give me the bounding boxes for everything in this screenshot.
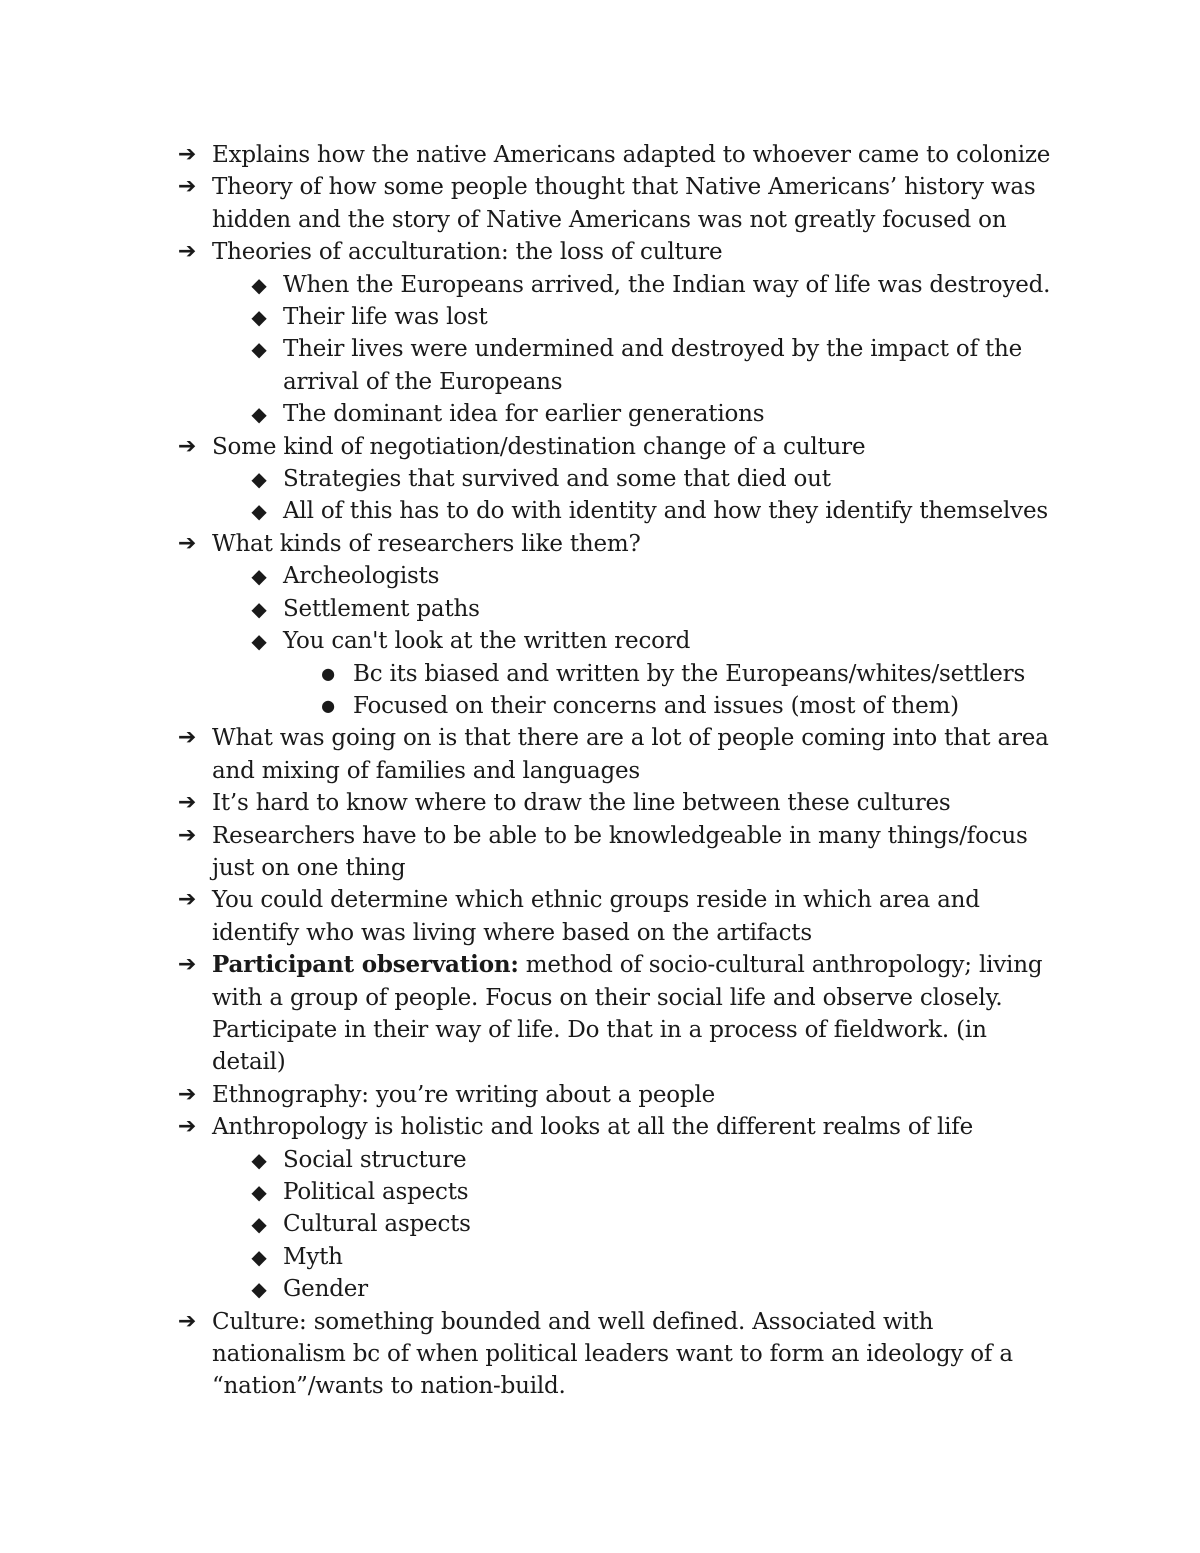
note-text: What was going on is that there are a lot of people coming into that area and mixing of families and languages <box>212 725 1056 784</box>
note-item-level-1 <box>0 820 1052 885</box>
diamond-bullet-icon: ◆ <box>251 337 267 362</box>
note-item-level-3 <box>0 658 1053 690</box>
note-item-level-2 <box>0 398 1053 430</box>
dot-bullet-icon: ● <box>321 663 335 683</box>
note-text: Cultural aspects <box>283 1211 471 1238</box>
arrow-bullet-icon: ➔ <box>177 725 197 751</box>
note-item-level-1 <box>0 722 1056 787</box>
diamond-bullet-icon: ◆ <box>251 1212 267 1237</box>
diamond-bullet-icon: ◆ <box>251 467 267 492</box>
dot-bullet-icon: ● <box>321 695 335 715</box>
diamond-bullet-icon: ◆ <box>251 1244 267 1269</box>
note-text: Researchers have to be able to be knowledgeable in many things/focus just on one thing <box>212 822 1035 881</box>
note-text: Some kind of negotiation/destination change of a culture <box>212 433 866 460</box>
diamond-bullet-icon: ◆ <box>251 564 267 589</box>
note-item-level-2 <box>0 1208 1053 1240</box>
note-text: All of this has to do with identity and how they identify themselves <box>283 498 1048 525</box>
note-text: Social structure <box>283 1146 467 1173</box>
note-text: Their life was lost <box>283 304 488 331</box>
note-item-level-2 <box>0 593 1053 625</box>
note-text: When the Europeans arrived, the Indian way of life was destroyed. <box>283 271 1051 298</box>
arrow-bullet-icon: ➔ <box>177 790 197 816</box>
diamond-bullet-icon: ◆ <box>251 499 267 524</box>
note-item-level-1 <box>0 1079 1052 1111</box>
note-item-level-1 <box>0 431 1052 463</box>
note-text: Anthropology is holistic and looks at all the different realms of life <box>212 1114 973 1141</box>
note-text: Focused on their concerns and issues (most of them) <box>353 692 959 719</box>
arrow-bullet-icon: ➔ <box>177 174 197 200</box>
diamond-bullet-icon: ◆ <box>251 402 267 427</box>
note-item-level-1 <box>0 1306 1052 1403</box>
diamond-bullet-icon: ◆ <box>251 596 267 621</box>
note-text: method of socio-cultural anthropology; living with a group of people. Focus on their social life and observe closely. Participate in their way of life. Do that in a process of fieldwork. (in detail) <box>212 952 1050 1076</box>
note-item-level-2 <box>0 301 1053 333</box>
arrow-bullet-icon: ➔ <box>177 239 197 265</box>
note-text: You can't look at the written record <box>283 628 691 655</box>
note-text: Political aspects <box>283 1179 469 1205</box>
arrow-bullet-icon: ➔ <box>177 1114 197 1140</box>
arrow-bullet-icon: ➔ <box>177 952 197 978</box>
note-text: Strategies that survived and some that died out <box>283 466 831 493</box>
note-item-level-3 <box>0 690 1053 722</box>
arrow-bullet-icon: ➔ <box>177 1308 197 1334</box>
note-text: Their lives were undermined and destroyed by the impact of the arrival of the Europeans <box>283 336 1030 395</box>
note-item-level-2 <box>0 1273 1053 1305</box>
note-item-level-2 <box>0 625 1053 657</box>
note-text: The dominant idea for earlier generations <box>283 401 765 428</box>
note-text: Ethnography: you’re writing about a people <box>212 1081 716 1108</box>
diamond-bullet-icon: ◆ <box>251 629 267 654</box>
note-text: Theory of how some people thought that Native Americans’ history was hidden and the story of Native Americans was not greatly focused on <box>212 174 1043 233</box>
note-item-level-2 <box>0 495 1053 527</box>
note-item-level-2 <box>0 560 1053 592</box>
note-text: You could determine which ethnic groups reside in which area and identify who was living where based on the artifacts <box>212 887 987 946</box>
note-item-level-1 <box>0 236 1052 268</box>
diamond-bullet-icon: ◆ <box>251 305 267 330</box>
note-text: Settlement paths <box>283 595 480 622</box>
note-item-level-2 <box>0 269 1053 301</box>
note-item-level-1 <box>0 787 1052 819</box>
arrow-bullet-icon: ➔ <box>177 142 197 167</box>
note-text: Culture: something bounded and well defined. Associated with nationalism bc of when political leaders want to form an ideology of a “nation”/wants to nation-build. <box>212 1308 1020 1400</box>
arrow-bullet-icon: ➔ <box>177 822 197 848</box>
arrow-bullet-icon: ➔ <box>177 887 197 913</box>
diamond-bullet-icon: ◆ <box>251 1277 267 1302</box>
note-item-level-1 <box>0 949 1052 1079</box>
note-text: Gender <box>283 1276 368 1303</box>
note-text: Myth <box>283 1243 343 1270</box>
note-item-level-1 <box>0 528 1052 560</box>
notes-list <box>0 139 1200 1403</box>
note-item-level-2 <box>0 333 1053 398</box>
note-text: Explains how the native Americans adapted to whoever came to colonize <box>212 142 1051 168</box>
note-text: Bc its biased and written by the Europeans/whites/settlers <box>353 660 1026 687</box>
note-term: Participant observation: <box>212 951 519 979</box>
diamond-bullet-icon: ◆ <box>251 1147 267 1172</box>
note-text: Theories of acculturation: the loss of culture <box>212 239 723 266</box>
note-text: It’s hard to know where to draw the line between these cultures <box>212 790 951 817</box>
note-item-level-2 <box>0 1176 1053 1208</box>
note-item-level-1 <box>0 884 1052 949</box>
arrow-bullet-icon: ➔ <box>177 433 197 459</box>
arrow-bullet-icon: ➔ <box>177 1081 197 1107</box>
note-item-level-2 <box>0 1144 1053 1176</box>
note-item-level-1 <box>0 1111 1052 1143</box>
note-text: What kinds of researchers like them? <box>212 530 641 557</box>
note-item-level-2 <box>0 1241 1053 1273</box>
note-text: Archeologists <box>283 563 440 590</box>
diamond-bullet-icon: ◆ <box>251 272 267 297</box>
diamond-bullet-icon: ◆ <box>251 1180 267 1204</box>
note-item-level-1 <box>0 139 1052 171</box>
arrow-bullet-icon: ➔ <box>177 530 197 556</box>
note-item-level-1 <box>0 171 1052 236</box>
note-item-level-2 <box>0 463 1053 495</box>
